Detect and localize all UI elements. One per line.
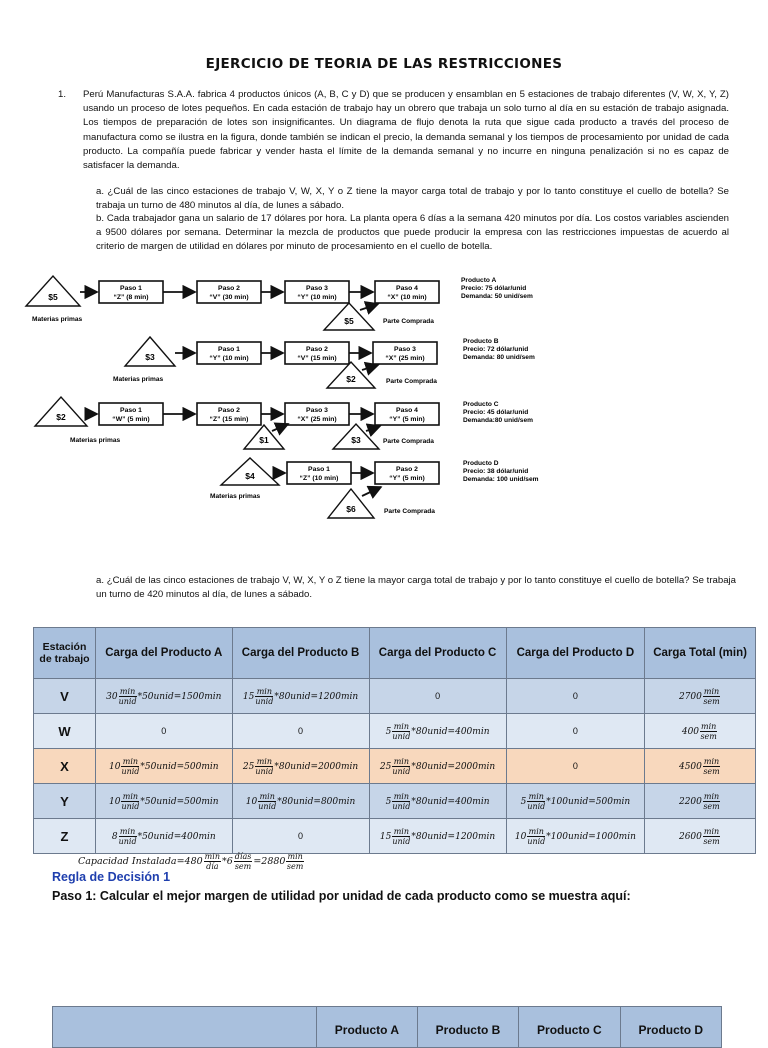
- box-b-3-time: “X” (25 min): [385, 355, 425, 362]
- question-b: b. Cada trabajador gana un salario de 17 dólares por hora. La planta opera 6 días a la semana 420 minutos por día. Los costos variables ascienden a 9500 dólares por semana. Determinar la mezcla de productos que puede producir la empresa con las restricciones impuestas de acuerdo al criterio de margen de utilidad en dólares por minuto de procesamiento en el cuello de botella.: [96, 213, 729, 253]
- step-1-text: Paso 1: Calcular el mejor margen de utilidad por unidad de cada producto como se muestra aquí:: [52, 889, 631, 903]
- margin-header-blank: [53, 1007, 317, 1048]
- problem-number: 1.: [58, 89, 67, 100]
- station-cell: W: [34, 714, 96, 749]
- capacity-result: 2880: [261, 856, 286, 867]
- raw-label-a: Materias primas: [32, 316, 83, 323]
- unit-fraction: $\frac{\min}{\text{sem}}$: [700, 721, 717, 741]
- unit-fraction: $\frac{\min}{\text{unid}}$: [392, 791, 411, 811]
- station-cell: Y: [34, 784, 96, 819]
- load-cell-d: 0: [506, 749, 645, 784]
- purchased-part-a-price: $5: [344, 316, 354, 326]
- load-cell-d: 0: [506, 714, 645, 749]
- question-a-repeat: a. ¿Cuál de las cinco estaciones de trabajo V, W, X, Y o Z tiene la mayor carga total de trabajo y por lo tanto constituye el cuello de botella? Se trabaja un turno de 420 minutos al día, de lunes a sábado.: [96, 575, 736, 601]
- load-row-y: [34, 784, 756, 819]
- load-cell-d: 0: [506, 679, 645, 714]
- process-flow-diagram: [0, 266, 768, 528]
- info-d-line-1: Precio: 38 dólar/unid: [463, 468, 529, 475]
- arrow-a-part: [360, 304, 378, 310]
- margin-header-product-b: Producto B: [417, 1007, 518, 1048]
- raw-label-b: Materias primas: [113, 376, 164, 383]
- unit-fraction: $\frac{\min}{\text{unid}}$: [392, 756, 411, 776]
- margin-header-product-a: Producto A: [317, 1007, 418, 1048]
- load-cell-a: 10 $\frac{\min}{\text{unid}}$ *50unid=500min: [96, 784, 233, 819]
- load-cell-c: 5 $\frac{\min}{\text{unid}}$ *80unid=400min: [369, 714, 506, 749]
- load-cell-a: 8 $\frac{\min}{\text{unid}}$ *50unid=400min: [96, 819, 233, 854]
- page-title: EJERCICIO DE TEORIA DE LAS RESTRICCIONES: [205, 56, 563, 72]
- header-product-a: Carga del Producto A: [96, 628, 233, 679]
- unit-fraction: $\frac{\min}{\text{unid}}$: [255, 686, 274, 706]
- info-b-line-2: Demanda: 80 unid/sem: [463, 354, 535, 361]
- box-d-1-time: “Z” (10 min): [299, 475, 339, 482]
- info-a-line-2: Demanda: 50 unid/sem: [461, 293, 533, 300]
- info-d-line-0: Producto D: [463, 460, 499, 467]
- load-row-x: [34, 749, 756, 784]
- unit-fraction: $\frac{\min}{\text{unid}}$: [118, 686, 137, 706]
- info-b-line-1: Precio: 72 dólar/unid: [463, 346, 529, 353]
- load-cell-c: 25 $\frac{\min}{\text{unid}}$ *80unid=2000min: [369, 749, 506, 784]
- box-c-1-time: “W” (5 min): [112, 416, 150, 423]
- margin-table-header: [53, 1007, 722, 1048]
- capacity-days: 6: [226, 856, 233, 867]
- box-b-1-step: Paso 1: [218, 346, 240, 353]
- unit-fraction: $\frac{\min}{\text{unid}}$: [121, 791, 140, 811]
- box-a-2-step: Paso 2: [218, 285, 240, 292]
- part-label-d: Parte Comprada: [384, 508, 435, 515]
- header-product-b: Carga del Producto B: [232, 628, 369, 679]
- load-cell-c: 15 $\frac{\min}{\text{unid}}$ *80unid=1200min: [369, 819, 506, 854]
- header-total: Carga Total (min): [645, 628, 756, 679]
- unit-fraction: $\frac{\min}{\text{unid}}$: [527, 826, 546, 846]
- box-c-3-step: Paso 3: [306, 407, 328, 414]
- station-load-table: [33, 627, 756, 854]
- load-cell-a: 0: [96, 714, 233, 749]
- box-c-2-step: Paso 2: [218, 407, 240, 414]
- part-label-a: Parte Comprada: [383, 318, 434, 325]
- box-d-1-step: Paso 1: [308, 466, 330, 473]
- unit-fraction: $\frac{\min}{\text{sem}}$: [703, 791, 720, 811]
- load-cell-c: 0: [369, 679, 506, 714]
- unit-fraction: $\frac{\min}{\text{sem}}$: [703, 686, 720, 706]
- load-table-header: [34, 628, 756, 679]
- arrow-c-part-2: [366, 426, 380, 431]
- box-b-2-time: “V” (15 min): [297, 355, 337, 362]
- box-a-3-time: “Y” (10 min): [297, 294, 337, 301]
- box-c-3-time: “X” (25 min): [297, 416, 337, 423]
- box-a-4-step: Paso 4: [396, 285, 418, 292]
- load-cell-b: 0: [232, 714, 369, 749]
- load-cell-total: 400 $\frac{\min}{\text{sem}}$: [645, 714, 756, 749]
- box-a-3-step: Paso 3: [306, 285, 328, 292]
- arrow-b-part: [362, 365, 378, 370]
- load-cell-total: 2700 $\frac{\min}{\text{sem}}$: [645, 679, 756, 714]
- info-c-line-0: Producto C: [463, 401, 499, 408]
- box-b-3-step: Paso 3: [394, 346, 416, 353]
- capacity-frac-1: $\frac{\min}{\text{día}}$: [204, 852, 220, 871]
- load-cell-d: 10 $\frac{\min}{\text{unid}}$ *100unid=1000min: [506, 819, 645, 854]
- load-row-v: [34, 679, 756, 714]
- purchased-part-b-price: $2: [346, 374, 356, 384]
- load-cell-total: 4500 $\frac{\min}{\text{sem}}$: [645, 749, 756, 784]
- header-product-d: Carga del Producto D: [506, 628, 645, 679]
- box-d-2-step: Paso 2: [396, 466, 418, 473]
- margin-header-product-d: Producto D: [620, 1007, 721, 1048]
- purchased-part-c-2-price: $3: [351, 435, 361, 445]
- unit-fraction: $\frac{\min}{\text{unid}}$: [255, 756, 274, 776]
- unit-fraction: $\frac{\min}{\text{unid}}$: [258, 791, 277, 811]
- load-row-w: [34, 714, 756, 749]
- arrow-c-part-1: [272, 424, 288, 431]
- station-cell: V: [34, 679, 96, 714]
- load-cell-b: 10 $\frac{\min}{\text{unid}}$ *80unid=800min: [232, 784, 369, 819]
- capacity-minutes: 480: [184, 856, 203, 867]
- unit-fraction: $\frac{\min}{\text{unid}}$: [392, 721, 411, 741]
- box-d-2-time: “Y” (5 min): [389, 475, 425, 482]
- raw-label-c: Materias primas: [70, 437, 121, 444]
- load-cell-b: 0: [232, 819, 369, 854]
- header-product-c: Carga del Producto C: [369, 628, 506, 679]
- capacity-label: Capacidad Instalada: [78, 856, 177, 867]
- unit-fraction: $\frac{\min}{\text{sem}}$: [703, 826, 720, 846]
- raw-material-c-price: $2: [56, 412, 66, 422]
- box-a-1-time: “Z” (8 min): [113, 294, 149, 301]
- unit-fraction: $\frac{\min}{\text{unid}}$: [118, 826, 137, 846]
- decision-rule-title: Regla de Decisión 1: [52, 870, 171, 884]
- purchased-part-c-1-price: $1: [259, 435, 269, 445]
- station-cell: Z: [34, 819, 96, 854]
- info-c-line-1: Precio: 45 dólar/unid: [463, 409, 529, 416]
- raw-material-d-price: $4: [245, 471, 255, 481]
- question-a: a. ¿Cuál de las cinco estaciones de trabajo V, W, X, Y o Z tiene la mayor carga total de trabajo y por lo tanto constituye el cuello de botella? Se trabaja un turno de 480 minutos al día, de lunes a sábado.: [96, 186, 729, 212]
- margin-table: [52, 1006, 722, 1048]
- info-b-line-0: Producto B: [463, 338, 499, 345]
- load-cell-a: 10 $\frac{\min}{\text{unid}}$ *50unid=500min: [96, 749, 233, 784]
- box-c-4-step: Paso 4: [396, 407, 418, 414]
- margin-header-product-c: Producto C: [519, 1007, 620, 1048]
- info-c-line-2: Demanda:80 unid/sem: [463, 417, 533, 424]
- installed-capacity: Capacidad Instalada=480 $\frac{\min}{\text{día}}$ *6 $\frac{\text{días}}{\text{sem}}$ =2880 $\frac{\min}{\text{sem}}$: [78, 852, 304, 871]
- info-d-line-2: Demanda: 100 unid/sem: [463, 476, 539, 483]
- load-cell-total: 2200 $\frac{\min}{\text{sem}}$: [645, 784, 756, 819]
- load-cell-d: 5 $\frac{\min}{\text{unid}}$ *100unid=500min: [506, 784, 645, 819]
- raw-label-d: Materias primas: [210, 493, 261, 500]
- header-station: Estación de trabajo: [34, 628, 96, 679]
- part-label-c: Parte Comprada: [383, 438, 434, 445]
- load-cell-a: 30 $\frac{\min}{\text{unid}}$ *50unid=1500min: [96, 679, 233, 714]
- unit-fraction: $\frac{\min}{\text{unid}}$: [392, 826, 411, 846]
- box-b-2-step: Paso 2: [306, 346, 328, 353]
- capacity-frac-3: $\frac{\min}{\text{sem}}$: [286, 852, 304, 871]
- unit-fraction: $\frac{\min}{\text{sem}}$: [703, 756, 720, 776]
- part-label-b: Parte Comprada: [386, 378, 437, 385]
- unit-fraction: $\frac{\min}{\text{unid}}$: [121, 756, 140, 776]
- purchased-part-d-price: $6: [346, 504, 356, 514]
- box-a-1-step: Paso 1: [120, 285, 142, 292]
- box-b-1-time: “Y” (10 min): [209, 355, 249, 362]
- info-a-line-0: Producto A: [461, 277, 497, 284]
- load-table-body: [34, 679, 756, 854]
- load-cell-b: 15 $\frac{\min}{\text{unid}}$ *80unid=1200min: [232, 679, 369, 714]
- station-cell: X: [34, 749, 96, 784]
- raw-material-a-price: $5: [48, 292, 58, 302]
- box-a-4-time: “X” (10 min): [387, 294, 427, 301]
- load-cell-c: 5 $\frac{\min}{\text{unid}}$ *80unid=400min: [369, 784, 506, 819]
- arrow-d-part: [362, 487, 381, 496]
- unit-fraction: $\frac{\min}{\text{unid}}$: [527, 791, 546, 811]
- load-row-z: [34, 819, 756, 854]
- load-cell-b: 25 $\frac{\min}{\text{unid}}$ *80unid=2000min: [232, 749, 369, 784]
- info-a-line-1: Precio: 75 dólar/unid: [461, 285, 527, 292]
- box-c-4-time: “Y” (5 min): [389, 416, 425, 423]
- box-a-2-time: “V” (30 min): [209, 294, 249, 301]
- capacity-frac-2: $\frac{\text{días}}{\text{sem}}$: [234, 852, 252, 871]
- box-c-1-step: Paso 1: [120, 407, 142, 414]
- box-c-2-time: “Z” (15 min): [209, 416, 249, 423]
- raw-material-b-price: $3: [145, 352, 155, 362]
- problem-statement: Perú Manufacturas S.A.A. fabrica 4 productos únicos (A, B, C y D) que se producen y ensamblan en 5 estaciones de trabajo diferentes (V, W, X, Y, Z) usando un proceso de lotes pequeños. En cada estación de trabajo hay un obrero que trabaja un solo turno al día en su estación de trabajo asignada. Los tiempos de preparación de lotes son insignificantes. Un diagrama de flujo denota la ruta que sigue cada producto a través del proceso de manufactura como se ilustra en la figura, donde también se indican el precio, la demanda semanal y los tiempos de procesamiento por unidad de cada producto. La compañía puede fabricar y vender hasta el límite de la demanda semanal y no incurre en ninguna penalización si no es capaz de satisfacer la demanda.: [83, 89, 729, 172]
- load-cell-total: 2600 $\frac{\min}{\text{sem}}$: [645, 819, 756, 854]
